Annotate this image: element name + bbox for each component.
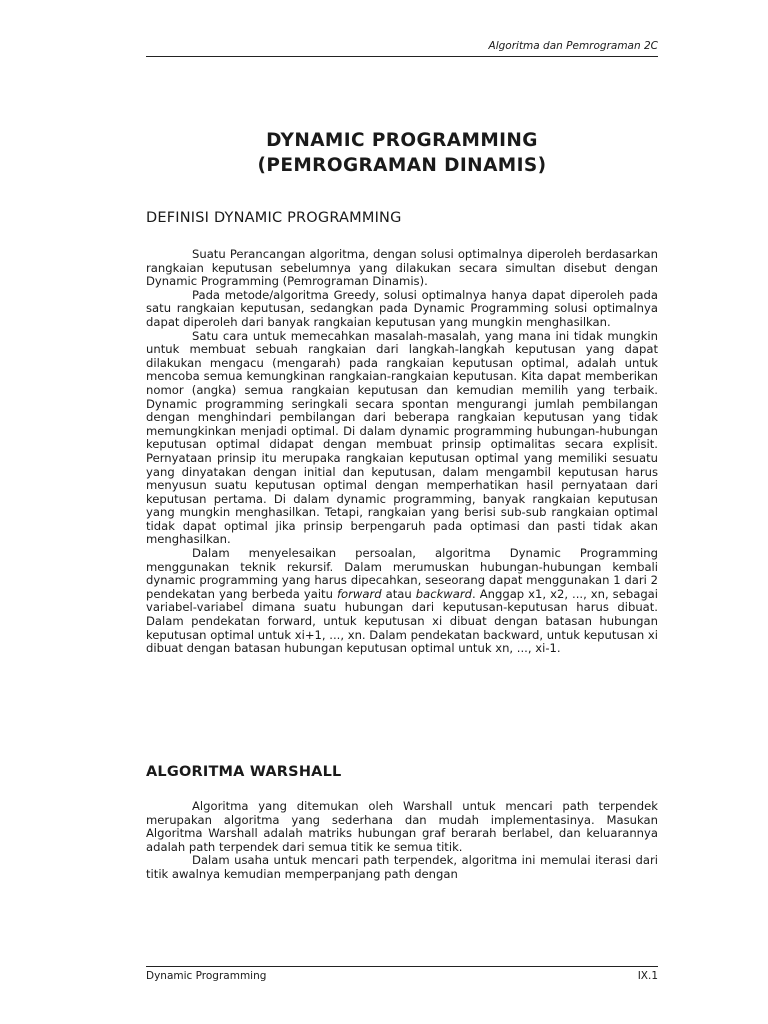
page-title — [146, 128, 658, 178]
paragraph-text: . Anggap x1, x2, ..., xn, sebagai variabel-variabel dimana suatu hubungan dari keputusan-keputusan harus dibuat. Dalam pendekatan forward, untuk keputusan xi dibuat dengan batasan hubungan keputusan optimal untuk xi+1, ..., xn. Dalam pendekatan backward, untuk keputusan xi dibuat dengan batasan hubungan keputusan optimal untuk xn, ..., xi-1. — [146, 586, 658, 656]
footer-page-number: IX.1 — [637, 970, 658, 982]
footer-chapter: Dynamic Programming — [146, 970, 267, 982]
paragraph: Satu cara untuk memecahkan masalah-masalah, yang mana ini tidak mungkin untuk membuat sebuah rangkaian dari langkah-langkah keputusan yang dapat dilakukan mengacu (mengarah) pada rangkaian keputusan optimal, adalah untuk mencoba semua kemungkinan rangkaian-rangkaian keputusan. Kita dapat memberikan nomor (angka) semua rangkaian keputusan dan kemudian memilih yang terbaik. Dynamic programming seringkali secara spontan mengurangi jumlah pembilangan dengan menghindari pembilangan dari beberapa rangkaian keputusan yang tidak memungkinkan menjadi optimal. Di dalam dynamic programming hubungan-hubungan keputusan optimal didapat dengan membuat prinsip optimalitas secara explisit. Pernyataan prinsip itu merupaka rangkaian keputusan optimal yang memiliki sesuatu yang dinyatakan dengan initial dan keputusan, dalam mengambil keputusan harus menyusun suatu keputusan optimal dengan memperhatikan hasil pernyataan dari keputusan pertama. Di dalam dynamic programming, banyak rangkaian keputusan yang mungkin menghasilkan. Tetapi, rangkaian yang berisi sub-sub rangkaian optimal tidak dapat optimal jika prinsip berpengaruh pada optimasi dan pasti tidak akan menghasilkan. — [146, 328, 658, 547]
paragraph-text: atau — [381, 586, 416, 601]
running-header — [146, 40, 658, 57]
paragraph-text: Dalam menyelesaikan persoalan, algoritma Dynamic Programming menggunakan teknik rekursif. Dalam merumuskan hubungan-hubungan kembali dynamic programming yang harus dipecahkan, seseorang dapat menggunakan 1 dari 2 pendekatan yang berbeda yaitu — [146, 546, 658, 601]
paragraph: Suatu Perancangan algoritma, dengan solusi optimalnya diperoleh berdasarkan rangkaian keputusan sebelumnya yang dilakukan secara simultan disebut dengan Dynamic Programming (Pemrograman Dinamis). — [146, 247, 658, 289]
section-heading-definisi: DEFINISI DYNAMIC PROGRAMMING — [146, 210, 402, 226]
title-line-2: (PEMROGRAMAN DINAMIS) — [257, 155, 547, 176]
paragraph — [146, 547, 658, 656]
section-body-definisi — [146, 248, 658, 656]
section-body-warshall — [146, 800, 658, 882]
paragraph: Algoritma yang ditemukan oleh Warshall untuk mencari path terpendek merupakan algoritma yang sederhana dan mudah implementasinya. Masukan Algoritma Warshall adalah matriks hubungan graf berarah berlabel, dan keluarannya adalah path terpendek dari semua titik ke semua titik. — [146, 799, 658, 854]
page-footer — [146, 966, 658, 982]
header-course-title: Algoritma dan Pemrograman 2C — [488, 40, 658, 52]
forward-term: forward — [336, 586, 382, 601]
paragraph: Dalam usaha untuk mencari path terpendek, algoritma ini memulai iterasi dari titik awalnya kemudian memperpanjang path dengan — [146, 853, 658, 881]
title-line-1: DYNAMIC PROGRAMMING — [266, 130, 538, 151]
paragraph: Pada metode/algoritma Greedy, solusi optimalnya hanya dapat diperoleh pada satu rangkaian keputusan, sedangkan pada Dynamic Programming solusi optimalnya dapat diperoleh dari banyak rangkaian keputusan yang mungkin menghasilkan. — [146, 287, 658, 329]
section-heading-warshall: ALGORITMA WARSHALL — [146, 764, 342, 780]
backward-term: backward — [415, 586, 472, 601]
